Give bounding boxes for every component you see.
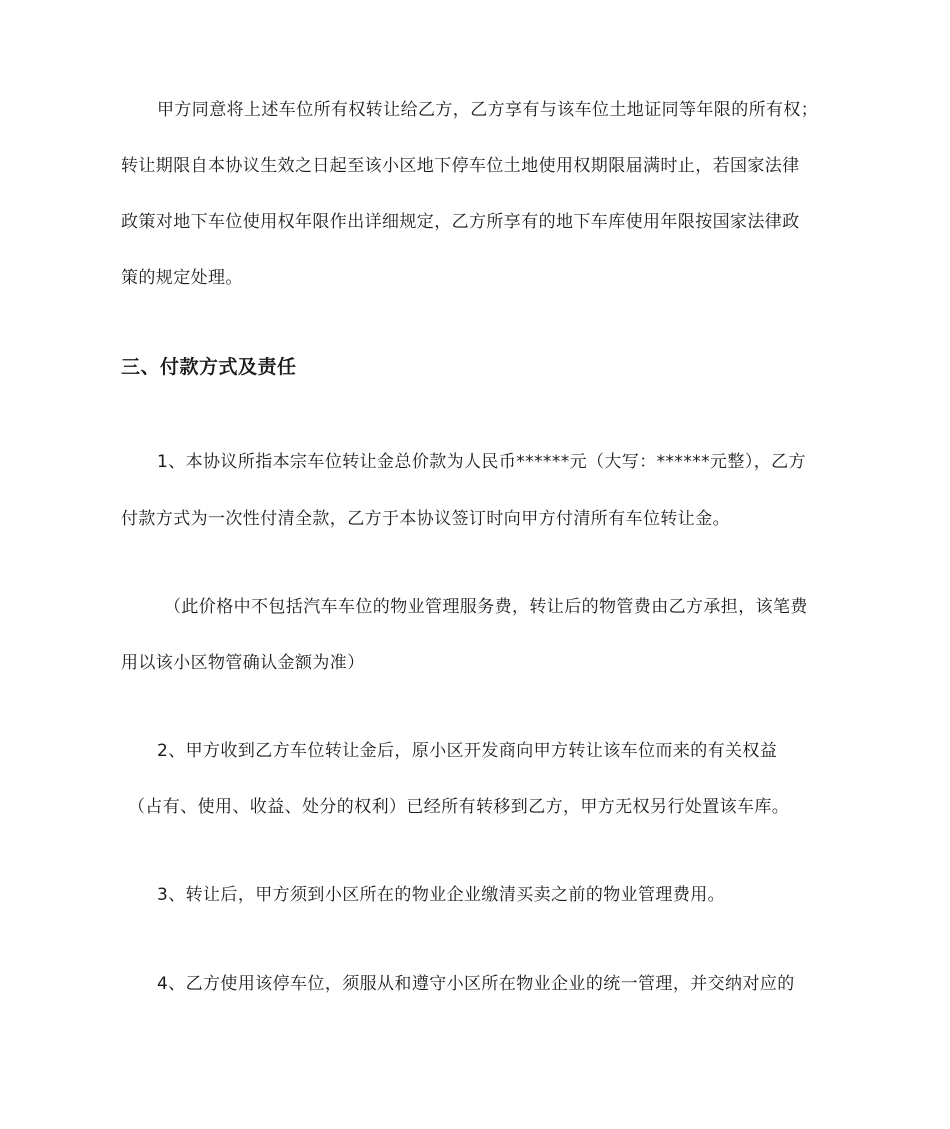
payment-item-2-line-1: 2、甲方收到乙方车位转让金后，原小区开发商向甲方转让该车位而来的有关权益 (157, 741, 778, 761)
payment-item-4-line-1: 4、乙方使用该停车位，须服从和遵守小区所在物业企业的统一管理，并交纳对应的 (157, 974, 795, 994)
price-note-line-1: （此价格中不包括汽车车位的物业管理服务费，转让后的物管费由乙方承担，该笔费 (164, 597, 808, 617)
payment-item-3-line-1: 3、转让后，甲方须到小区所在的物业企业缴清买卖之前的物业管理费用。 (157, 885, 726, 905)
price-note-line-2: 用以该小区物管确认金额为准） (121, 653, 365, 673)
ownership-paragraph-line-2: 转让期限自本协议生效之日起至该小区地下停车位土地使用权期限届满时止，若国家法律 (121, 156, 800, 176)
payment-item-2-line-2: （占有、使用、收益、处分的权利）已经所有转移到乙方，甲方无权另行处置该车库。 (128, 797, 790, 817)
payment-item-1-line-1: 1、本协议所指本宗车位转让金总价款为人民币******元（大写：******元整），乙方 (157, 452, 806, 472)
section-heading-payment: 三、付款方式及责任 (121, 356, 297, 378)
ownership-paragraph-line-1: 甲方同意将上述车位所有权转让给乙方，乙方享有与该车位土地证同等年限的所有权； (157, 100, 819, 120)
payment-item-1-line-2: 付款方式为一次性付清全款，乙方于本协议签订时向甲方付清所有车位转让金。 (121, 509, 730, 529)
ownership-paragraph-line-4: 策的规定处理。 (121, 268, 243, 288)
ownership-paragraph-line-3: 政策对地下车位使用权年限作出详细规定，乙方所享有的地下车库使用年限按国家法律政 (121, 212, 800, 232)
